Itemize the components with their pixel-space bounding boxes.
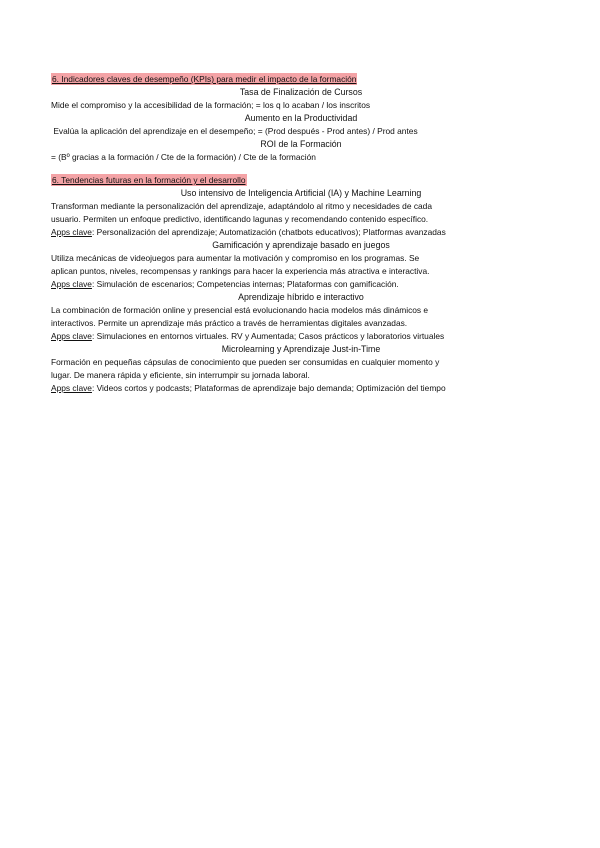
apps-text: : Simulación de escenarios; Competencias internas; Plataformas con gamificación.: [91, 279, 399, 289]
trend-description: Utiliza mecánicas de videojuegos para aumentar la motivación y compromiso en los programas. Se: [51, 253, 420, 263]
trend-description: usuario. Permiten un enfoque predictivo, identificando lagunas y recomendando contenido específico.: [51, 214, 429, 224]
apps-text: : Simulaciones en entornos virtuales. RV y Aumentada; Casos prácticos y laboratorios virtuales: [91, 331, 445, 341]
trend-title: Microlearning y Aprendizaje Just-in-Time: [221, 344, 381, 354]
section-kpis: [51, 73, 551, 164]
apps-label: Apps clave: [51, 227, 92, 237]
trend-description: Formación en pequeñas cápsulas de conocimiento que pueden ser consumidas en cualquier momento y: [51, 357, 440, 367]
trend-apps: [51, 382, 551, 395]
apps-label: Apps clave: [51, 331, 92, 341]
apps-text: : Videos cortos y podcasts; Plataformas de aprendizaje bajo demanda; Optimización del tiempo: [91, 383, 446, 393]
document-content: [51, 73, 551, 395]
trend-description: lugar. De manera rápida y eficiente, sin interrumpir su jornada laboral.: [51, 370, 310, 380]
kpi-title: Aumento en la Productividad: [244, 113, 358, 123]
apps-label: Apps clave: [51, 383, 92, 393]
trend-title: Gamificación y aprendizaje basado en juegos: [212, 240, 390, 250]
trend-apps: [51, 330, 551, 343]
trend-description: Transforman mediante la personalización del aprendizaje, adaptándolo al ritmo y necesidades de cada: [51, 201, 432, 211]
trend-title: Uso intensivo de Inteligencia Artificial (IA) y Machine Learning: [180, 188, 422, 198]
section-trends: [51, 174, 551, 395]
kpi-title: ROI de la Formación: [260, 139, 342, 149]
trend-title: Aprendizaje híbrido e interactivo: [238, 292, 364, 302]
trend-description: interactivos. Permite un aprendizaje más práctico a través de herramientas digitales avanzadas.: [51, 318, 408, 328]
kpi-description: Mide el compromiso y la accesibilidad de la formación; = los q lo acaban / los inscritos: [51, 100, 371, 110]
trend-apps: [51, 226, 551, 239]
trend-apps: [51, 278, 551, 291]
trend-description: aplican puntos, niveles, recompensas y rankings para hacer la experiencia más atractiva e interactiva.: [51, 266, 430, 276]
trend-description: La combinación de formación online y presencial está evolucionando hacia modelos más dinámicos e: [51, 305, 429, 315]
apps-text: : Personalización del aprendizaje; Automatización (chatbots educativos); Platformas avanzadas: [91, 227, 446, 237]
kpi-title: Tasa de Finalización de Cursos: [239, 87, 363, 97]
kpi-description: Evalúa la aplicación del aprendizaje en el desempeño; = (Prod después - Prod antes) / Prod antes: [51, 126, 418, 136]
kpi-description: = (Bº gracias a la formación / Cte de la formación) / Cte de la formación: [51, 152, 316, 162]
section-heading: 6. Indicadores claves de desempeño (KPIs) para medir el impacto de la formación: [52, 74, 357, 84]
apps-label: Apps clave: [51, 279, 92, 289]
section-heading: 6. Tendencias futuras en la formación y el desarrollo: [52, 175, 246, 185]
